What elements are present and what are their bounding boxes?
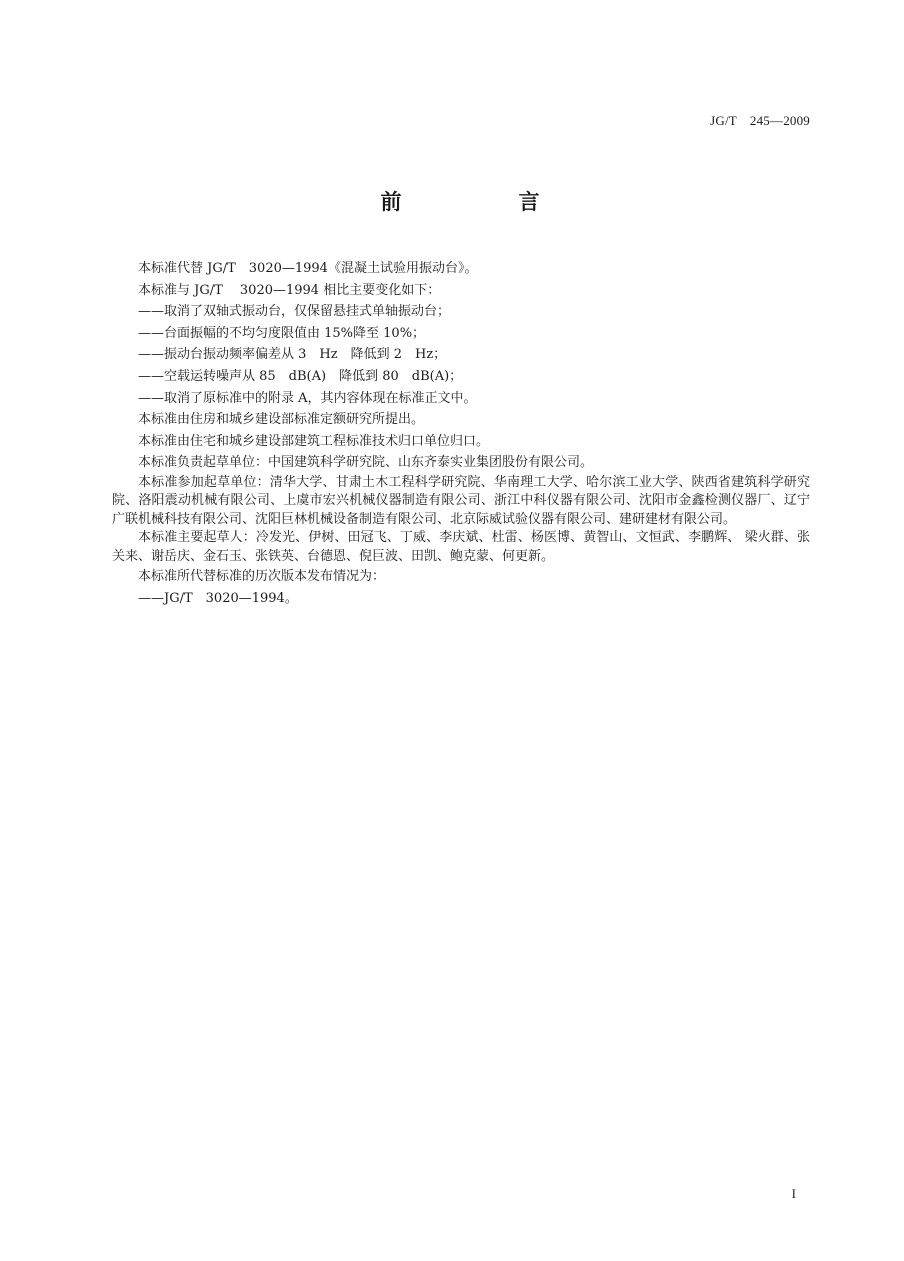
- paragraph-changes-intro: 本标准与 JG/T 3020—1994 相比主要变化如下：: [138, 282, 441, 298]
- history-item: ——JG/T 3020—1994。: [138, 591, 298, 607]
- paragraph-managed-by: 本标准由住宅和城乡建设部建筑工程标准技术归口单位归口。: [138, 433, 490, 449]
- paragraph-history-intro: 本标准所代替标准的历次版本发布情况为：: [138, 569, 386, 585]
- change-item: ——取消了原标准中的附录 A，其内容体现在标准正文中。: [138, 390, 477, 406]
- page-number: I: [791, 1186, 796, 1201]
- paragraph-replaces: 本标准代替 JG/T 3020—1994《混凝土试验用振动台》。: [138, 261, 478, 276]
- foreword-body: [112, 258, 810, 610]
- standard-code: JG/T 245—2009: [710, 113, 810, 128]
- paragraph-proposed-by: 本标准由住房和城乡建设部标准定额研究所提出。: [138, 412, 425, 428]
- change-item: ——台面振幅的不均匀度限值由 15%降至 10%；: [138, 325, 426, 341]
- paragraph-main-drafters: 本标准主要起草人：冷发光、伊树、田冠飞、丁威、李庆斌、杜雷、杨医博、黄智山、文恒武、李鹏辉、 梁火群、张关来、谢岳庆、金石玉、张铁英、台德恩、倪巨波、田凯、鲍克蒙、何更新。: [112, 530, 810, 564]
- change-item: ——取消了双轴式振动台，仅保留悬挂式单轴振动台；: [138, 304, 451, 320]
- paragraph-lead-drafters: 本标准负责起草单位：中国建筑科学研究院、山东齐泰实业集团股份有限公司。: [138, 455, 594, 471]
- change-item: ——振动台振动频率偏差从 3 Hz 降低到 2 Hz；: [138, 347, 447, 363]
- change-item: ——空载运转噪声从 85 dB(A) 降低到 80 dB(A)；: [138, 368, 463, 384]
- paragraph-participating-drafters: 本标准参加起草单位：清华大学、甘肃土木工程科学研究院、华南理工大学、哈尔滨工业大学、陕西省建筑科学研究院、洛阳震动机械有限公司、上虞市宏兴机械仪器制造有限公司、浙江中科仪器有限公司、沈阳市金鑫检测仪器厂、辽宁广联机械科技有限公司、沈阳巨林机械设备制造有限公司、北京际威试验仪器有限公司、建研建材有限公司。: [112, 474, 810, 527]
- page-title: 前 言: [380, 189, 588, 214]
